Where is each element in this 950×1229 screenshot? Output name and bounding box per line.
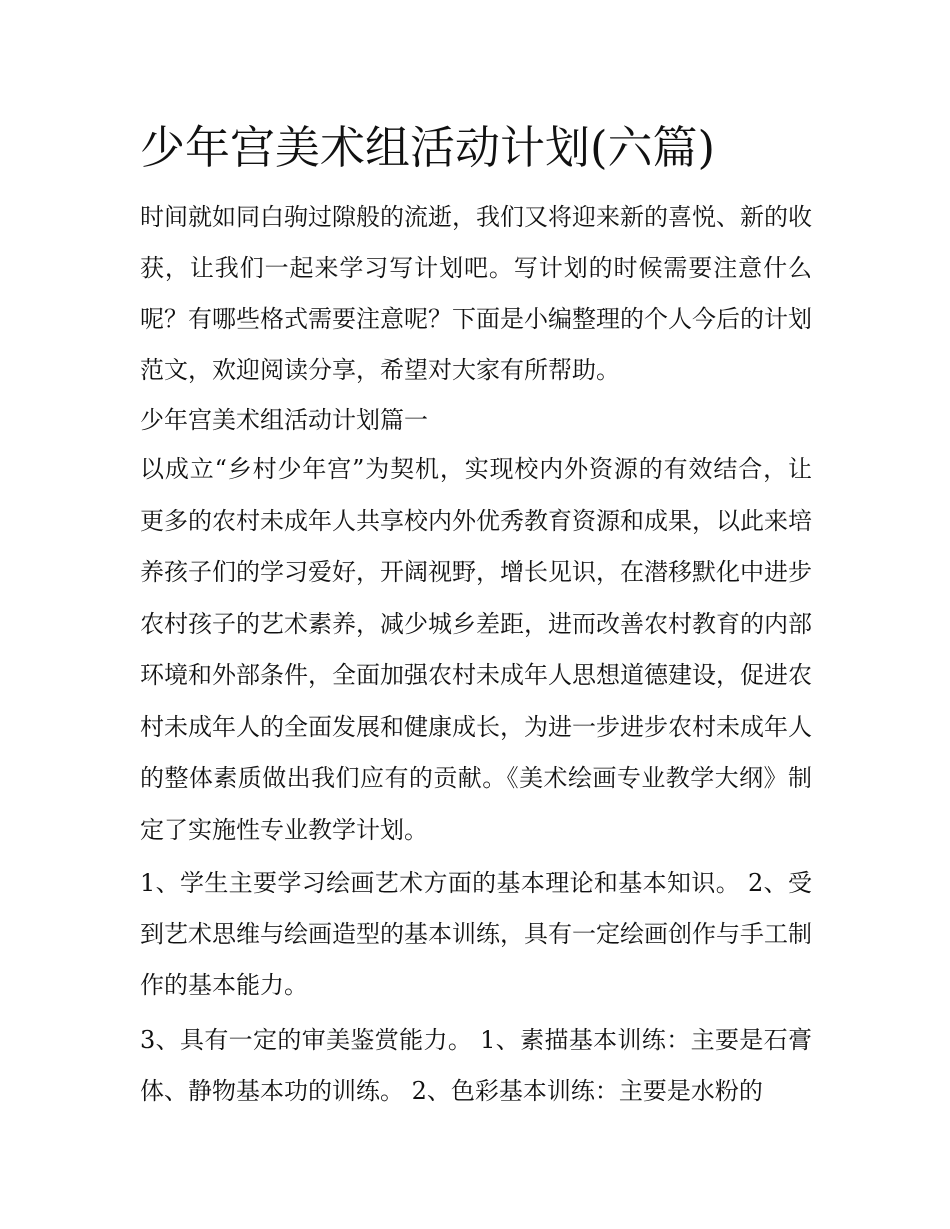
document-title: 少年宫美术组活动计划(六篇) xyxy=(140,121,716,174)
section-heading: 少年宫美术组活动计划篇一 xyxy=(140,406,428,434)
list-item-1: 1、学生主要学习绘画艺术方面的基本理论和基本知识。 2、受到艺术思维与绘画造型的基本训练，具有一定绘画创作与手工制作的基本能力。 xyxy=(140,869,812,999)
body-paragraph: 以成立“乡村少年宫”为契机，实现校内外资源的有效结合，让更多的农村未成年人共享校内外优秀教育资源和成果，以此来培养孩子们的学习爱好，开阔视野，增长见识，在潜移默化中进步农村孩子的艺术素养，减少城乡差距，进而改善农村教育的内部环境和外部条件，全面加强农村未成年人思想道德建设，促进农村未成年人的全面发展和健康成长，为进一步进步农村未成年人的整体素质做出我们应有的贡献。《美术绘画专业教学大纲》制定了实施性专业教学计划。 xyxy=(140,455,812,844)
intro-paragraph: 时间就如同白驹过隙般的流逝，我们又将迎来新的喜悦、新的收获，让我们一起来学习写计划吧。写计划的时候需要注意什么呢？有哪些格式需要注意呢？下面是小编整理的个人今后的计划范文，欢迎阅读分享，希望对大家有所帮助。 xyxy=(140,203,812,384)
list-item-2: 3、具有一定的审美鉴赏能力。 1、素描基本训练：主要是石膏体、静物基本功的训练。 2、色彩基本训练：主要是水粉的 xyxy=(140,1026,812,1105)
document-content xyxy=(140,112,812,1117)
